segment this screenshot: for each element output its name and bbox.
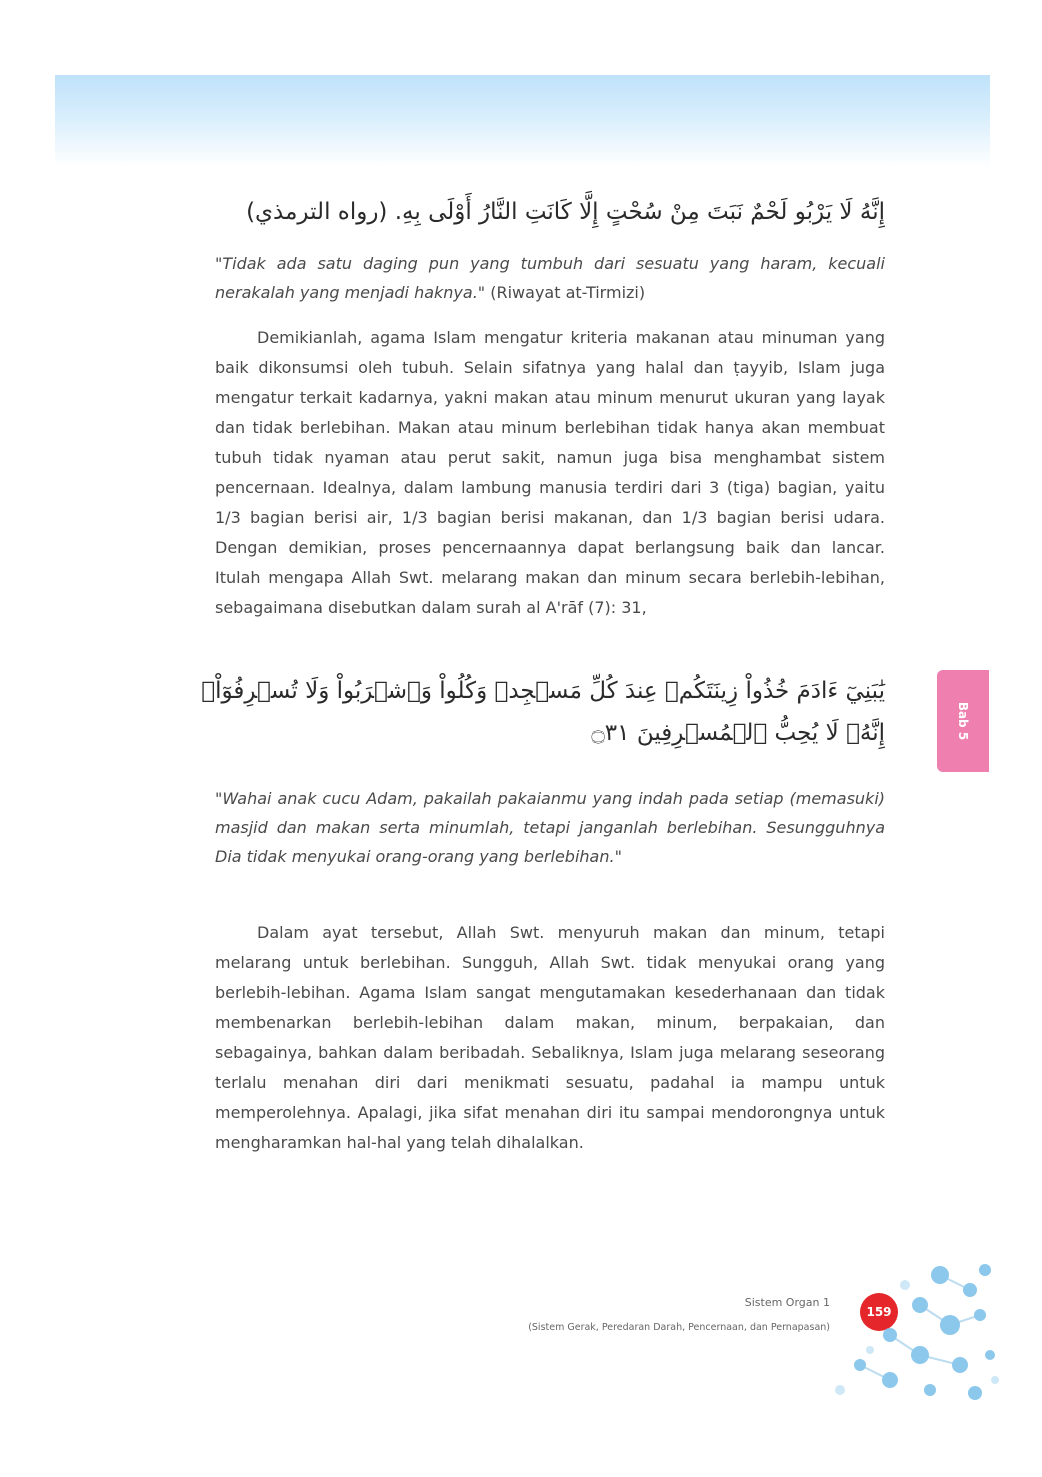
- arabic-verse: يَٰبَنِيٓ ءَادَمَ خُذُواْ زِينَتَكُمۡ عِندَ كُلِّ مَسۡجِدٖ وَكُلُواْ وَٱشۡرَبُواْ وَلَا تُسۡرِفُوٓاْۚ إِنَّهُۥ لَا يُحِبُّ ٱلۡمُسۡرِفِينَ ۝٣١: [201, 678, 885, 746]
- footer-title: Sistem Organ 1: [744, 1296, 830, 1309]
- verse-translation: "Wahai anak cucu Adam, pakailah pakaianmu yang indah pada setiap (memasuki) masjid dan makan serta minumlah, tetapi janganlah berlebihan. Sesungguhnya Dia tidak menyukai orang-orang yang berlebihan.": [215, 789, 885, 866]
- hadith-translation: [215, 249, 885, 307]
- body-paragraph-2: Dalam ayat tersebut, Allah Swt. menyuruh makan dan minum, tetapi melarang untuk berlebihan. Sungguh, Allah Swt. tidak menyukai orang yang berlebih-lebihan. Agama Islam sangat mengutamakan kesederhanaan dan tidak membenarkan berlebih-lebihan dalam makan, minum, berpakaian, dan sebagainya, bahkan dalam beribadah. Sebaliknya, Islam juga melarang seseorang terlalu menahan diri dari menikmati sesuatu, padahal ia mampu untuk memperolehnya. Apalagi, jika sifat menahan diri itu sampai mendorongnya untuk mengharamkan hal-hal yang telah dihalalkan.: [215, 923, 885, 1152]
- body-paragraph-1: Demikianlah, agama Islam mengatur kriteria makanan atau minuman yang baik dikonsumsi oleh tubuh. Selain sifatnya yang halal dan ṭayyib, Islam juga mengatur terkait kadarnya, yakni makan atau minum menurut ukuran yang layak dan tidak berlebihan. Makan atau minum berlebihan tidak hanya akan membuat tubuh tidak nyaman atau perut sakit, namun juga bisa menghambat sistem pencernaan. Idealnya, dalam lambung manusia terdiri dari 3 (tiga) bagian, yaitu 1/3 bagian berisi air, 1/3 bagian berisi makanan, dan 1/3 bagian berisi udara. Dengan demikian, proses pencernaannya dapat berlangsung baik dan lancar. Itulah mengapa Allah Swt. melarang makan dan minum secara berlebih-lebihan, sebagaimana disebutkan dalam surah al A'rāf (7): 31,: [215, 328, 885, 617]
- page-number: 159: [860, 1293, 898, 1331]
- chapter-tab-label: Bab 5: [956, 701, 970, 741]
- hadith-source: (Riwayat at-Tirmizi): [485, 283, 646, 302]
- chapter-tab: [937, 670, 989, 772]
- footer-subtitle: (Sistem Gerak, Peredaran Darah, Pencernaan, dan Pernapasan): [528, 1322, 830, 1333]
- arabic-hadith: إِنَّهُ لَا يَرْبُو لَحْمٌ نَبَتَ مِنْ سُحْتٍ إِلَّا كَانَتِ النَّارُ أَوْلَى بِهِ. (رواه الترمذي): [246, 199, 885, 225]
- header-band: [55, 75, 990, 167]
- molecule-decoration-icon: [800, 1255, 1000, 1405]
- hadith-translation-text: "Tidak ada satu daging pun yang tumbuh dari sesuatu yang haram, kecuali nerakalah yang menjadi haknya.": [215, 254, 885, 302]
